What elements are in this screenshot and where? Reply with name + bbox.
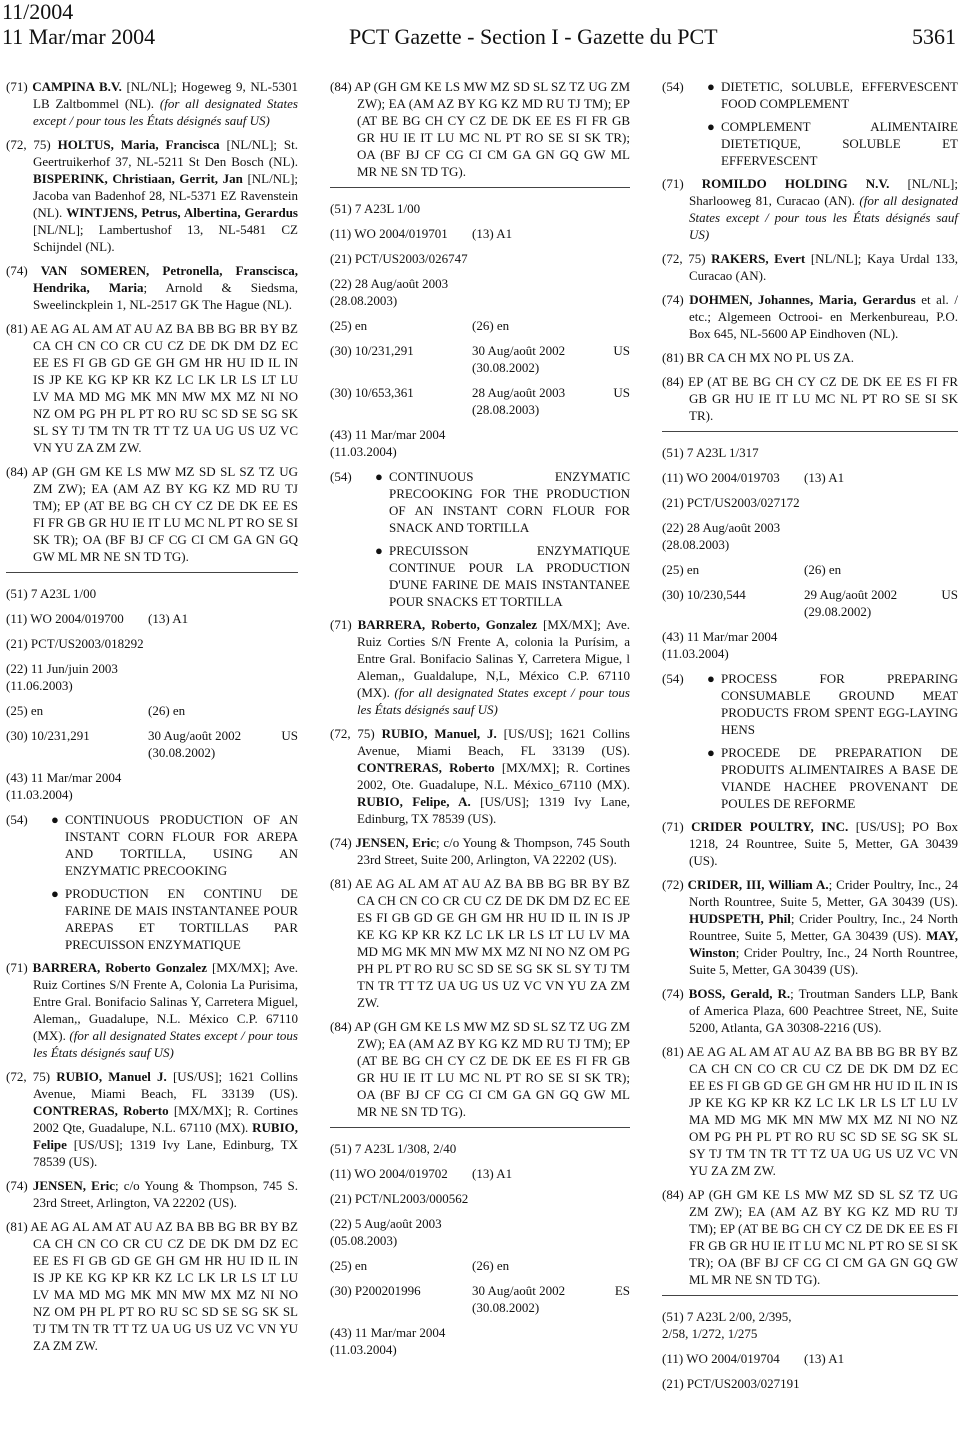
entry-text: (72, 75) [6, 1069, 57, 1084]
entry-text: (74) [662, 986, 689, 1001]
entry-paragraph [6, 78, 298, 129]
entry-text: ; Troutman Sanders LLP, Bank of America Plaza, 600 Peachtree Street, NE, Suite 5200, Atlanta, GA 30308-2216 (US). [689, 986, 958, 1035]
field-value [472, 1140, 602, 1157]
field-value: (13) A1 [804, 470, 845, 485]
field-value [804, 519, 930, 553]
field-value: (13) A1 [472, 1166, 513, 1181]
field-country [930, 1350, 958, 1367]
bibliographic-field [662, 444, 958, 461]
bibliographic-field [662, 1350, 958, 1367]
field-key: (30) 10/230,544 [662, 587, 746, 602]
entry-text: ; Crider Poultry, Inc., 24 North Rountree, Suite 5, Metter, GA 30439 (US). [689, 911, 958, 943]
party-name: CAMPINA B.V. [32, 79, 122, 94]
title-code: (54) [662, 671, 684, 686]
party-name: BARRERA, Roberto Gonzalez [32, 960, 207, 975]
field-value: 30 Aug/août 2002 (30.08.2002) [148, 728, 242, 760]
party-name: RUBIO, Manuel J. [56, 1069, 167, 1084]
party-name: CONTRERAS, Roberto [357, 760, 495, 775]
field-country [930, 1308, 958, 1342]
party-name: BARRERA, Roberto, Gonzalez [357, 617, 538, 632]
field-country: ES [614, 1283, 630, 1298]
bibliographic-field [330, 1324, 630, 1358]
title-code: (54) [330, 469, 352, 484]
bibliographic-field [330, 1215, 630, 1249]
party-name: WINTJENS, Petrus, Albertina, Gerardus [66, 205, 298, 220]
entry-paragraph [662, 985, 958, 1036]
title-line [662, 670, 958, 738]
field-value: (26) en [804, 562, 842, 577]
entry-paragraph [6, 1068, 298, 1170]
title-code: (54) [662, 79, 684, 94]
entry-paragraph [6, 959, 298, 1061]
field-key: (51) 7 A23L 1/317 [662, 445, 759, 460]
column-1 [6, 78, 298, 1361]
bullet-icon: ● [51, 812, 59, 827]
entry-paragraph [6, 463, 298, 565]
entry-text: [MX/MX]; Ave. Ruiz Corties S/N Frente A, colonia la Purísim, a Entre Gral. Bonifacio Salinas Y, Carretera Migue, l Aleman,, Gualdalupe, N,L, México C.P. 67110 (MX). [357, 617, 630, 700]
entry-text: (84) AP (GH GM KE LS MW MZ SD SL SZ TZ UG ZM ZW); EA (AM AZ BY KG KZ MD RU TJ TM); EP (AT BE BG CH CY CZ DE DK EE ES FI FR GB GR HU IE IT LU MC NL PT RO SE SI SK TR); OA (BF BJ CF CG CI CM GA GN GQ GW ML MR NE SN TD TG). [662, 1187, 958, 1287]
field-country [602, 225, 630, 242]
party-name: JENSEN, Eric [355, 835, 437, 850]
field-country [270, 585, 298, 602]
column-3 [662, 78, 958, 1400]
party-name: JENSEN, Eric [32, 1178, 115, 1193]
entry-text: [NL/NL]; Lambertushof 13, NL-5481 CZ Schijndel (NL). [33, 222, 298, 254]
field-key: (30) P200201996 [330, 1283, 421, 1298]
title-line [330, 542, 630, 610]
field-key: (30) 10/231,291 [6, 728, 90, 743]
bibliographic-field [330, 250, 630, 267]
entry-text: [NL/NL]; Kaya Urdal 133, Curacao (AN). [689, 251, 958, 283]
invention-title: PROCESS FOR PREPARING CONSUMABLE GROUND MEAT PRODUCTS FROM SPENT EGG-LAYING HENS [721, 671, 958, 737]
field-country: US [613, 343, 630, 358]
field-country [930, 519, 958, 553]
field-value: (26) en [472, 1258, 510, 1273]
entry-text: ; Crider Poultry, Inc., 24 North Rountree, Suite 5, Metter, GA 30439 (US). [689, 945, 958, 977]
issue-number: 11/2004 [2, 0, 74, 24]
column-2 [330, 78, 630, 1366]
field-country: US [281, 728, 298, 743]
entry-text: (84) AP (GH GM KE LS MW MZ SD SL SZ TZ UG ZM ZW); EA (AM AZ BY KG KZ MD RU TJ TM); EP (AT BE BG CH CY CZ DE DK EE ES FI FR GB GR HU IE IT LU MC NL PT RO SE SI SK TR); OA (BF BJ CF CG CI CM GA GN GQ GW ML MR NE SN TD TG). [6, 464, 298, 564]
bibliographic-field [330, 317, 630, 334]
entry-text: [NL/NL]; Hogeweg 9, NL-5301 LB Zaltbommel (NL). [33, 79, 298, 111]
bibliographic-field [6, 610, 298, 627]
field-key: (11) WO 2004/019702 [330, 1166, 448, 1181]
title-line [662, 118, 958, 169]
page-number: 5361 [912, 24, 956, 49]
bullet-icon: ● [707, 671, 715, 686]
bibliographic-field [6, 635, 298, 652]
bibliographic-field [6, 727, 298, 761]
field-country [602, 1257, 630, 1274]
field-country [930, 444, 958, 461]
invention-title: PROCEDE DE PREPARATION DE PRODUITS ALIMENTAIRES A BASE DE VIANDE HACHEE PROVENANT DE POULES DE REFORME [721, 745, 958, 811]
bibliographic-field [6, 585, 298, 602]
entry-paragraph [662, 1043, 958, 1179]
entry-paragraph [330, 875, 630, 1011]
entry-paragraph [662, 291, 958, 342]
field-key: (22) 28 Aug/août 2003 (28.08.2003) [662, 520, 781, 552]
entry-text: (72, 75) [662, 251, 712, 266]
bibliographic-field [330, 225, 630, 242]
field-value [472, 1190, 602, 1207]
field-value: (26) en [148, 703, 186, 718]
field-value [804, 1308, 930, 1342]
entry-text: [NL/NL]; Sharlooweg 81, Curacao (AN). [689, 176, 958, 208]
field-value [148, 660, 270, 694]
invention-title: PRODUCTION EN CONTINU DE FARINE DE MAIS INSTANTANEE POUR AREPAS ET TORTILLAS PAR PRECUISSON ENZYMATIQUE [65, 886, 298, 952]
bibliographic-field [662, 628, 958, 662]
field-key: (22) 11 Jun/juin 2003 (11.06.2003) [6, 661, 118, 693]
party-name: HOLTUS, Maria, Francisca [57, 137, 220, 152]
field-value: 29 Aug/août 2002 (29.08.2002) [804, 587, 898, 619]
bibliographic-field [330, 1257, 630, 1274]
entry-divider [662, 1295, 958, 1296]
field-value: 30 Aug/août 2002 (30.08.2002) [472, 1283, 566, 1315]
entry-paragraph [662, 250, 958, 284]
bibliographic-field [662, 1375, 958, 1392]
bibliographic-field [330, 426, 630, 460]
bibliographic-field [662, 494, 958, 511]
field-country [602, 1324, 630, 1358]
field-key: (51) 7 A23L 1/00 [330, 201, 421, 216]
entry-text: (74) [662, 292, 690, 307]
title-line [6, 885, 298, 953]
field-key: (21) PCT/US2003/027191 [662, 1376, 800, 1391]
entry-text: (81) AE AG AL AM AT AU AZ BA BB BG BR BY BZ CA CH CN CO CR CU CZ DE DK DM DZ EC EE ES FI GB GD GE GH GM HR HU ID IL IN IS JP KE KG KP KR KZ LC LK LR LS LT LU LV MA MD MG MK MN MW MX MZ NI NO NZ OM PG PH PL PT RO RU SC SD SE SG SK SL SY TJ TM TN TR TT TZ UA UG US UZ VC VN YU ZA ZM ZW. [662, 1044, 958, 1178]
entry-paragraph [662, 349, 958, 366]
entry-text: (72, 75) [6, 137, 58, 152]
field-key: (25) en [6, 703, 44, 718]
field-key: (30) 10/231,291 [330, 343, 414, 358]
entry-text: [MX/MX]; R. Cortines 2002, Ote. Guadalupe, N.L. México_67110 (MX). [357, 760, 630, 792]
field-country [930, 1375, 958, 1392]
designation-note: (for all designated States except / pour tous les États désignés sauf US) [33, 96, 298, 128]
entry-text: (84) AP (GH GM KE LS MW MZ SD SL SZ TZ UG ZM ZW); EA (AM AZ BY KG KZ MD RU TJ TM); EP (AT BE BG CH CY CZ DE DK EE ES FI FR GB GR HU IE IT LU MC NL PT RO SE SI SK TR); OA (BF BJ CF CG CI CM GA GN GQ GW ML MR NE SN TD TG). [330, 1019, 630, 1119]
title-line [6, 811, 298, 879]
field-value [148, 769, 270, 803]
field-value: (26) en [472, 318, 510, 333]
party-name: DOHMEN, Johannes, Maria, Gerardus [689, 292, 916, 307]
bibliographic-field [662, 519, 958, 553]
field-value [472, 275, 602, 309]
field-key: (30) 10/653,361 [330, 385, 414, 400]
entry-paragraph [330, 78, 630, 180]
field-key: (11) WO 2004/019700 [6, 611, 124, 626]
entry-paragraph [6, 136, 298, 255]
entry-text: [US/US]; 1319 Ivy Lane, Edinburg, TX 78539 (US). [33, 1137, 298, 1169]
entry-text: (71) [330, 617, 358, 632]
entry-text: ; Arnold & Siedsma, Sweelinckplein 1, NL-2517 GK The Hague (NL). [33, 280, 298, 312]
field-country [602, 1215, 630, 1249]
header-date: 11 Mar/mar 2004 [2, 24, 156, 49]
field-country [602, 275, 630, 309]
field-key: (25) en [330, 1258, 368, 1273]
field-value: 28 Aug/août 2003 (28.08.2003) [472, 385, 566, 417]
field-key: (22) 28 Aug/août 2003 (28.08.2003) [330, 276, 449, 308]
entry-divider [330, 187, 630, 188]
entry-text: (71) [6, 960, 33, 975]
entry-text: ; c/o Young & Thompson, 745 S. 23rd Street, Arlington, VA 22202 (US). [33, 1178, 298, 1210]
entry-divider [6, 572, 298, 573]
field-country [930, 469, 958, 486]
entry-paragraph [6, 1218, 298, 1354]
bibliographic-field [6, 702, 298, 719]
field-country [602, 1140, 630, 1157]
field-key: (51) 7 A23L 1/00 [6, 586, 97, 601]
entry-text: (81) AE AG AL AM AT AU AZ BA BB BG BR BY BZ CA CH CN CO CR CU CZ DE DK DM DZ EC EE ES FI GB GD GE GH GM HR HU ID IL IN IS JP KE KG KP KR KZ LC LK LR LS LT LU LV MA MD MG MK MN MW MX MZ NI NO NZ OM PG PH PL PT RO RU SC SD SE SG SK SL SY TJ TM TN TR TT TZ UA UG US UZ VC VN YU ZA ZM ZW. [330, 876, 630, 1010]
field-value [472, 250, 602, 267]
field-country [602, 1165, 630, 1182]
invention-title: CONTINUOUS ENZYMATIC PRECOOKING FOR THE PRODUCTION OF AN INSTANT CORN FLOUR FOR SNACK AND TORTILLA [389, 469, 630, 535]
field-value [804, 1375, 930, 1392]
field-value [472, 1324, 602, 1358]
designation-note: (for all designated States except / pour tous les États désignés sauf US) [689, 193, 959, 242]
invention-title: COMPLEMENT ALIMENTAIRE DIETETIQUE, SOLUBLE ET EFFERVESCENT [721, 119, 958, 168]
entry-paragraph [330, 725, 630, 827]
field-country [930, 561, 958, 578]
invention-title: PRECUISSON ENZYMATIQUE CONTINUE POUR LA PRODUCTION D'UNE FARINE DE MAIS INSTANTANEE POUR SNACKS ET TORTILLA [389, 543, 630, 609]
bibliographic-field [662, 561, 958, 578]
title-code: (54) [6, 812, 28, 827]
field-value [472, 200, 602, 217]
field-country [602, 1190, 630, 1207]
party-name: RUBIO, Felipe [33, 1120, 298, 1152]
bibliographic-field [662, 469, 958, 486]
designation-note: (for all designated States except / pour tous les États désignés sauf US) [357, 685, 630, 717]
field-value [472, 426, 602, 460]
field-key: (11) WO 2004/019703 [662, 470, 780, 485]
field-key: (11) WO 2004/019704 [662, 1351, 780, 1366]
entry-divider [662, 431, 958, 432]
field-country [602, 200, 630, 217]
entry-text: (81) BR CA CH MX NO PL US ZA. [662, 350, 855, 365]
designation-note: (for all designated States except / pour tous les États désignés sauf US) [33, 1028, 298, 1060]
bibliographic-field [330, 1165, 630, 1182]
entry-paragraph [662, 175, 958, 243]
bullet-icon: ● [707, 79, 715, 94]
entry-text: [US/US]; PO Box 1218, 24 Rountree, Suite 5, Metter, GA 30439 (US). [689, 819, 958, 868]
entry-divider [330, 1127, 630, 1128]
field-value [804, 444, 930, 461]
party-name: BISPERINK, Christiaan, Gerrit, Jan [33, 171, 243, 186]
bibliographic-field [330, 1190, 630, 1207]
title-code [662, 744, 707, 812]
entry-text: (84) EP (AT BE BG CH CY CZ DE DK EE ES FI FR GB GR HU IE IT LU MC NL PT RO SE SI SK TR). [662, 374, 958, 423]
bibliographic-field [330, 384, 630, 418]
entry-text: (72, 75) [330, 726, 382, 741]
field-key: (25) en [662, 562, 700, 577]
bibliographic-field [330, 1140, 630, 1157]
entry-text: [MX/MX]; R. Cortines 2002 Qte, Guadalupe, N.L. 67110 (MX). [33, 1103, 298, 1135]
entry-paragraph [330, 616, 630, 718]
entry-text: [US/US]; 1621 Collins Avenue, Miami Beach, FL 33139 (US). [33, 1069, 298, 1101]
field-country [930, 494, 958, 511]
bibliographic-field [330, 275, 630, 309]
field-key: (21) PCT/US2003/026747 [330, 251, 468, 266]
party-name: ROMILDO HOLDING N.V. [701, 176, 890, 191]
bullet-icon: ● [707, 119, 715, 134]
entry-text: [US/US]; 1621 Collins Avenue, Miami Beach, FL 33139 (US). [357, 726, 630, 758]
title-line [330, 468, 630, 536]
title-code [662, 118, 707, 169]
field-country [602, 317, 630, 334]
entry-paragraph [662, 818, 958, 869]
entry-paragraph [662, 1186, 958, 1288]
field-value: (13) A1 [472, 226, 513, 241]
bullet-icon: ● [375, 469, 383, 484]
party-name: RUBIO, Manuel, J. [381, 726, 497, 741]
field-key: (21) PCT/US2003/018292 [6, 636, 144, 651]
party-name: RUBIO, Felipe, A. [357, 794, 471, 809]
party-name: HUDSPETH, Phil [689, 911, 791, 926]
field-key: (22) 5 Aug/août 2003 (05.08.2003) [330, 1216, 442, 1248]
field-value: (13) A1 [148, 611, 189, 626]
bibliographic-field [662, 1308, 958, 1342]
field-value: (13) A1 [804, 1351, 845, 1366]
field-value [148, 635, 270, 652]
field-country [602, 426, 630, 460]
title-line [662, 78, 958, 112]
field-key: (43) 11 Mar/mar 2004 (11.03.2004) [330, 427, 446, 459]
entry-text: (71) [662, 176, 702, 191]
field-value [148, 585, 270, 602]
entry-text: (72) [662, 877, 688, 892]
entry-paragraph [662, 876, 958, 978]
bibliographic-field [6, 769, 298, 803]
entry-text: [NL/NL]; Jacoba van Badenhof 28, NL-5371 EZ Ravenstein (NL). [33, 171, 299, 220]
entry-text: (71) [6, 79, 33, 94]
field-key: (51) 7 A23L 2/00, 2/395, 2/58, 1/272, 1/275 [662, 1309, 792, 1341]
bibliographic-field [330, 342, 630, 376]
bibliographic-field [6, 660, 298, 694]
field-key: (21) PCT/US2003/027172 [662, 495, 800, 510]
bullet-icon: ● [375, 543, 383, 558]
field-value [804, 628, 930, 662]
header-title: PCT Gazette - Section I - Gazette du PCT [349, 24, 718, 49]
bibliographic-field [330, 200, 630, 217]
field-value: 30 Aug/août 2002 (30.08.2002) [472, 343, 566, 375]
field-key: (43) 11 Mar/mar 2004 (11.03.2004) [6, 770, 122, 802]
field-value [472, 1215, 602, 1249]
entry-text: [NL/NL]; St. Geertruikerhof 37, NL-5211 St Den Bosch (NL). [33, 137, 298, 169]
entry-text: (74) [6, 1178, 33, 1193]
field-value [804, 494, 930, 511]
party-name: CRIDER, III, William A. [687, 877, 829, 892]
entry-paragraph [6, 262, 298, 313]
entry-paragraph [662, 373, 958, 424]
entry-paragraph [330, 1018, 630, 1120]
party-name: VAN SOMEREN, Petronella, Franscisca, Hendrika, Maria [33, 263, 298, 295]
field-country [270, 635, 298, 652]
field-country [270, 610, 298, 627]
field-country [602, 250, 630, 267]
entry-text: (81) AE AG AL AM AT AU AZ BA BB BG BR BY BZ CA CH CN CO CR CU CZ DE DK DM DZ EC EE ES FI GB GD GE GH GM HR HU ID IL IN IS JP KE KG KP KR KZ LC LK LR LS LT LU LV MA MD MG MK MN MW MX MZ NI NO NZ OM PG PH PL PT RO RU SC SD SE SG SK SL SY TJ TM TN TR TT TZ UA UG US UZ VC VN YU ZA ZM ZW. [6, 321, 298, 455]
entry-text: (74) [330, 835, 356, 850]
title-code [330, 542, 375, 610]
field-country: US [613, 385, 630, 400]
entry-paragraph [6, 1177, 298, 1211]
field-key: (25) en [330, 318, 368, 333]
party-name: RAKERS, Evert [711, 251, 806, 266]
field-key: (43) 11 Mar/mar 2004 (11.03.2004) [662, 629, 778, 661]
bullet-icon: ● [707, 745, 715, 760]
party-name: CONTRERAS, Roberto [33, 1103, 169, 1118]
entry-paragraph [6, 320, 298, 456]
bibliographic-field [330, 1282, 630, 1316]
entry-text: (84) AP (GH GM KE LS MW MZ SD SL SZ TZ UG ZM ZW); EA (AM AZ BY KG KZ MD RU TJ TM); EP (AT BE BG CH CY CZ DE DK EE ES FI FR GB GR HU IE IT LU MC NL PT RO SE SI SK TR); OA (BF BJ CF CG CI CM GA GN GQ GW ML MR NE SN TD TG). [330, 79, 630, 179]
entry-text: (71) [662, 819, 692, 834]
entry-text: [MX/MX]; Ave. Ruiz Cortines S/N Frente A, Colonia La Purisima, Entre Gral. Bonifacio Salinas Y, Carretera Miguel, Aleman,, Guadalupe, N.L. México C.P. 67110 (MX). [33, 960, 298, 1043]
invention-title: CONTINUOUS PRODUCTION OF AN INSTANT CORN FLOUR FOR AREPA AND TORTILLA, USING AN ENZYMATIC PRECOOKING [65, 812, 298, 878]
party-name: CRIDER POULTRY, INC. [691, 819, 849, 834]
bullet-icon: ● [51, 886, 59, 901]
field-key: (43) 11 Mar/mar 2004 (11.03.2004) [330, 1325, 446, 1357]
field-key: (11) WO 2004/019701 [330, 226, 448, 241]
entry-text: ; Crider Poultry, Inc., 24 North Rountree, Suite 5, Metter, GA 30439 (US). [689, 877, 958, 909]
field-country [270, 660, 298, 694]
party-name: BOSS, Gerald, R. [688, 986, 791, 1001]
field-country: US [941, 587, 958, 602]
field-country [930, 628, 958, 662]
field-key: (51) 7 A23L 1/308, 2/40 [330, 1141, 457, 1156]
entry-text: (81) AE AG AL AM AT AU AZ BA BB BG BR BY BZ CA CH CN CO CR CU CZ DE DK DM DZ EC EE ES FI GB GD GE GH GM HR HU ID IL IN IS JP KE KG KP KR KZ LC LK LR LS LT LU LV MA MD MG MK MN MW MX MZ NI NO NZ OM PH PL PT RO RU SC SD SE SG SK SL TJ TM TN TR TT TZ UA UG US UZ VC VN YU ZA ZM ZW. [6, 1219, 298, 1353]
title-line [662, 744, 958, 812]
entry-text: et al. / etc.; Algemeen Octrooi- en Merkenbureau, P.O. Box 645, NL-5600 AP Eindhoven (NL). [689, 292, 958, 341]
entry-paragraph [330, 834, 630, 868]
invention-title: DIETETIC, SOLUBLE, EFFERVESCENT FOOD COMPLEMENT [721, 79, 958, 111]
field-country [270, 769, 298, 803]
entry-text: [US/US]; 1319 Ivy Lane, Edinburg, TX 78539 (US). [357, 794, 630, 826]
entry-text: (74) [6, 263, 41, 278]
field-key: (21) PCT/NL2003/000562 [330, 1191, 469, 1206]
bibliographic-field [662, 586, 958, 620]
entry-text: ; c/o Young & Thompson, 745 South 23rd Street, Suite 200, Arlington, VA 22202 (US). [357, 835, 630, 867]
field-country [270, 702, 298, 719]
page-header [2, 24, 956, 50]
title-code [6, 885, 51, 953]
party-name: MAY, Winston [689, 928, 958, 960]
